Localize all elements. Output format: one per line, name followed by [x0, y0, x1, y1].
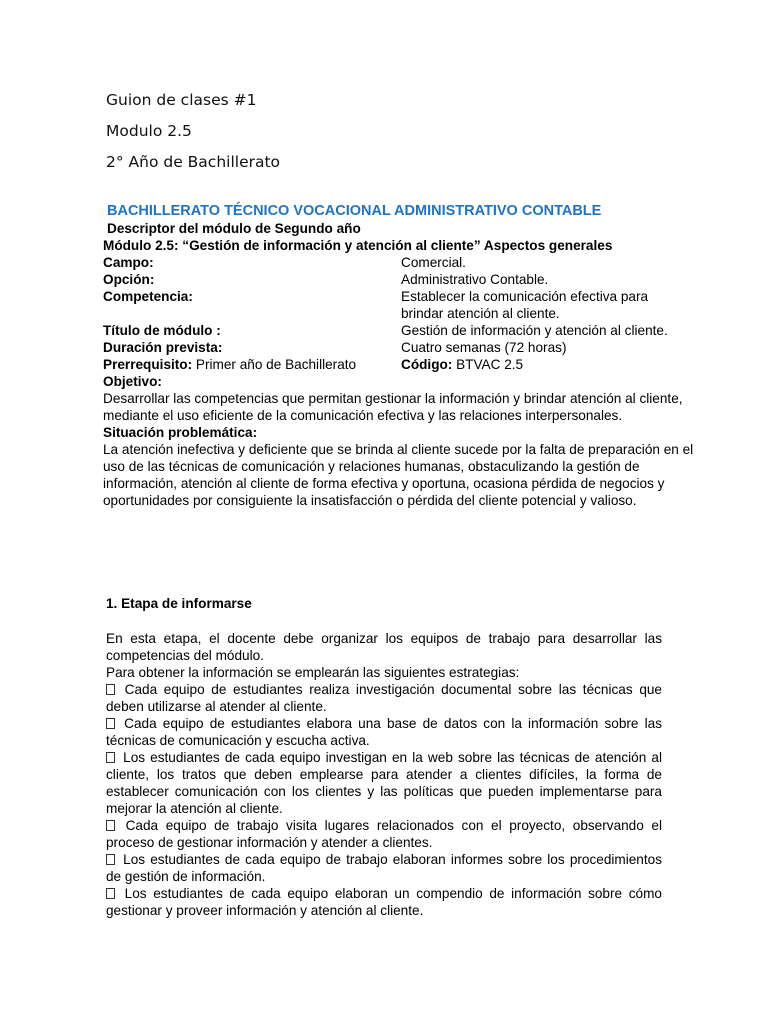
campo-label: Campo: — [103, 255, 154, 270]
year-label: 2° Año de Bachillerato — [106, 153, 281, 171]
field-row-duracion — [103, 339, 695, 356]
etapa-intro: En esta etapa, el docente debe organizar los equipos de trabajo para desarrollar las competencias del módulo. — [106, 631, 662, 663]
prerrequisito-label: Prerrequisito: — [103, 357, 193, 372]
list-item — [106, 885, 662, 919]
list-item — [106, 715, 662, 749]
list-item-text: Cada equipo de estudiantes realiza investigación documental sobre las técnicas que deben utilizarse al atender al cliente. — [106, 682, 662, 714]
list-item-text: Cada equipo de estudiantes elabora una base de datos con la información sobre las técnicas de comunicación y escucha activa. — [106, 716, 662, 748]
opcion-value: Administrativo Contable. — [401, 272, 549, 287]
objetivo-label: Objetivo: — [103, 374, 162, 389]
codigo-value: BTVAC 2.5 — [452, 357, 524, 372]
bullet-box-icon — [106, 752, 115, 763]
opcion-label: Opción: — [103, 272, 155, 287]
list-item-text: Cada equipo de trabajo visita lugares relacionados con el proyecto, observando el proceso de gestionar información y atender a clientes. — [106, 818, 662, 850]
field-row-opcion — [103, 271, 695, 288]
prerrequisito-cell — [103, 356, 401, 373]
modulo-heading: Módulo 2.5: “Gestión de información y atención al cliente” Aspectos generales — [103, 238, 613, 253]
bullet-box-icon — [106, 820, 115, 831]
bullet-box-icon — [106, 854, 115, 865]
field-row-competencia — [103, 288, 695, 322]
etapa-title: 1. Etapa de informarse — [106, 596, 252, 611]
section-title: BACHILLERATO TÉCNICO VOCACIONAL ADMINISTRATIVO CONTABLE — [107, 203, 602, 219]
bullet-box-icon — [106, 888, 115, 899]
field-row-prerrequisito — [103, 356, 695, 373]
field-row-campo — [103, 254, 695, 271]
field-row-titulo — [103, 322, 695, 339]
codigo-label: Código: — [401, 357, 453, 372]
descriptor-heading: Descriptor del módulo de Segundo año — [107, 221, 361, 236]
campo-value: Comercial. — [401, 255, 466, 270]
module-descriptor — [103, 220, 695, 509]
list-item — [106, 817, 662, 851]
competencia-value: Establecer la comunicación efectiva para brindar atención al cliente. — [401, 289, 649, 321]
list-item — [106, 681, 662, 715]
list-item-text: Los estudiantes de cada equipo de trabajo elaboran informes sobre los procedimientos de gestión de información. — [106, 852, 662, 884]
list-item-text: Los estudiantes de cada equipo elaboran un compendio de información sobre cómo gestionar y proveer información y atención al cliente. — [106, 886, 662, 918]
list-item-text: Los estudiantes de cada equipo investigan en la web sobre las técnicas de atención al cliente, los tratos que deben emplearse para atender a clientes difíciles, la forma de establecer comunicación con los clientes y las políticas que pueden implementarse para mejorar la atención al cliente. — [106, 750, 662, 816]
titulo-label: Título de módulo : — [103, 323, 221, 338]
etapa-lead: Para obtener la información se emplearán las siguientes estrategias: — [106, 665, 520, 680]
list-item — [106, 851, 662, 885]
etapa-section — [106, 595, 662, 919]
titulo-value: Gestión de información y atención al cliente. — [401, 323, 668, 338]
competencia-label: Competencia: — [103, 289, 193, 304]
objetivo-text: Desarrollar las competencias que permitan gestionar la información y brindar atención al cliente, mediante el uso eficiente de la comunicación efectiva y las relaciones interpersonales. — [103, 391, 683, 423]
module-number: Modulo 2.5 — [106, 122, 192, 140]
strategy-list — [106, 681, 662, 919]
situacion-label: Situación problemática: — [103, 425, 258, 440]
list-item — [106, 749, 662, 817]
duracion-label: Duración prevista: — [103, 340, 223, 355]
prerrequisito-value: Primer año de Bachillerato — [192, 357, 357, 372]
situacion-text: La atención inefectiva y deficiente que se brinda al cliente sucede por la falta de preparación en el uso de las técnicas de comunicación y relaciones humanas, obstaculizando la gestión de información, atención al cliente de forma efectiva y oportuna, ocasiona pérdida de negocios y oportunidades por consiguiente la insatisfacción o pérdida del cliente potencial y valioso. — [103, 442, 694, 508]
duracion-value: Cuatro semanas (72 horas) — [401, 340, 567, 355]
guion-title: Guion de clases #1 — [106, 91, 257, 109]
bullet-box-icon — [106, 684, 115, 695]
codigo-cell — [401, 356, 695, 373]
bullet-box-icon — [106, 718, 115, 729]
